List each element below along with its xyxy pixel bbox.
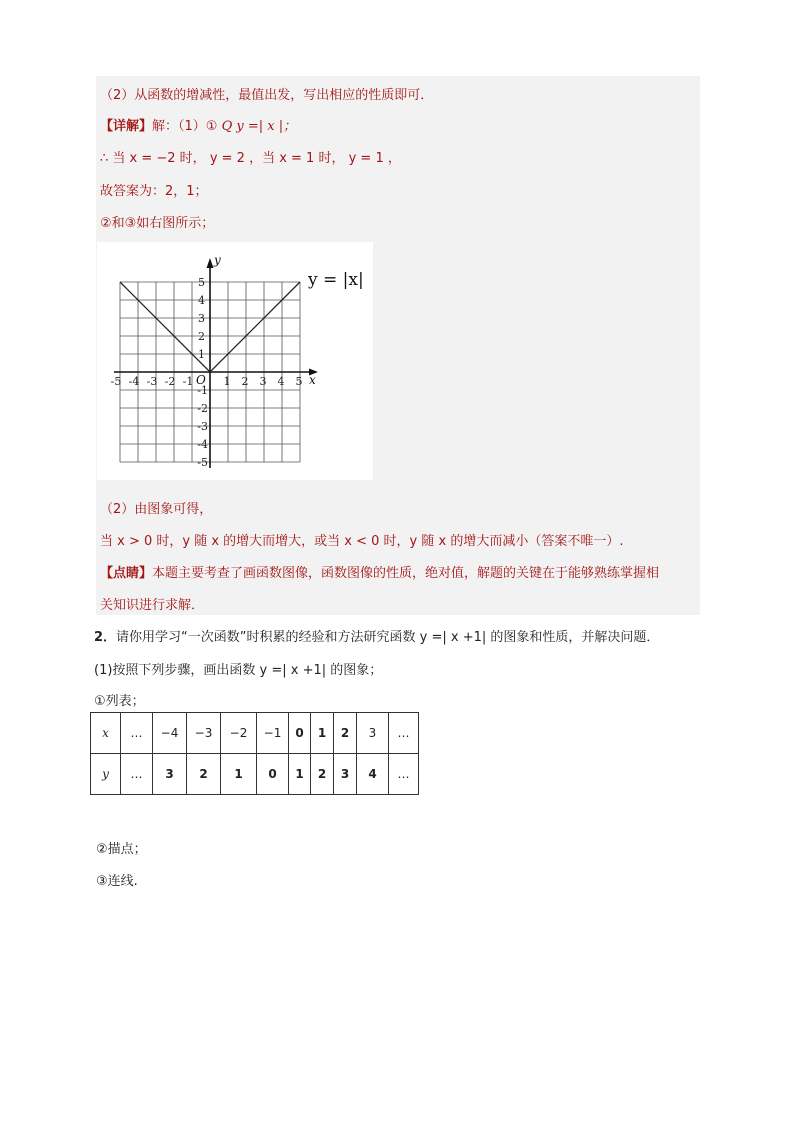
y-tick-label: -5: [197, 456, 208, 469]
y-tick-label: 3: [198, 312, 205, 325]
sub2-line: ②描点；: [96, 842, 147, 857]
y-tick-label: -1: [197, 384, 208, 397]
x-tick-label: 2: [241, 375, 249, 388]
table-cell: …: [121, 754, 153, 795]
x-axis-label: x: [309, 373, 316, 387]
table-cell: …: [389, 754, 419, 795]
hint-part2: （2）从函数的增减性，最值出发，写出相应的性质即可．: [100, 88, 434, 103]
table-cell: 1: [289, 754, 311, 795]
table-cell: 1: [311, 713, 334, 754]
value-table: [90, 712, 419, 795]
table-cell: …: [121, 713, 153, 754]
x-tick-label: 4: [277, 375, 285, 388]
problem-statement: 请你用学习“一次函数”时积累的经验和方法研究函数 y =| x +1| 的图象和性质，并解决问题．: [116, 630, 660, 645]
comment-tag: 【点睛】: [100, 566, 153, 581]
table-cell: 3: [153, 754, 187, 795]
y-tick-label: -2: [197, 402, 208, 415]
y-tick-label: 5: [198, 276, 205, 289]
table-cell: 0: [289, 713, 311, 754]
detail-calc: ∴ 当 x = −2 时， y = 2 ，当 x = 1 时， y = 1 ，: [100, 151, 401, 166]
detail-line: [100, 115, 296, 134]
table-header-x: x: [91, 713, 121, 754]
table-cell: −2: [221, 713, 257, 754]
y-axis-label: y: [214, 253, 221, 267]
graph-panel: [97, 242, 373, 480]
problem-number: 2．: [94, 630, 117, 645]
origin-label: O: [196, 373, 206, 387]
table-cell: 1: [221, 754, 257, 795]
table-cell: …: [389, 713, 419, 754]
comment-line: [100, 562, 659, 581]
step1-line: (1)按照下列步骤，画出函数 y =| x +1| 的图象；: [94, 663, 383, 678]
sub3-line: ③连线.: [96, 874, 138, 889]
x-tick-label: -3: [146, 375, 158, 388]
table-cell: 3: [357, 713, 389, 754]
part2-text: 当 x > 0 时，y 随 x 的增大而增大，或当 x < 0 时，y 随 x 的增大而减小（答案不唯一）.: [100, 534, 624, 549]
answer-line: 故答案为：2，1；: [100, 184, 208, 199]
x-tick-label: -1: [182, 375, 194, 388]
y-axis-arrow: [207, 258, 214, 268]
table-cell: 3: [334, 754, 357, 795]
detail-tag: 【详解】: [100, 119, 153, 134]
table-cell: 2: [334, 713, 357, 754]
x-tick-label: -4: [128, 375, 140, 388]
y-tick-label: -4: [197, 438, 208, 451]
table-cell: 0: [257, 754, 289, 795]
y-tick-label: 4: [198, 294, 205, 307]
table-header-y: y: [91, 754, 121, 795]
table-cell: 4: [357, 754, 389, 795]
abs-value-graph: [97, 242, 373, 480]
table-cell: −3: [187, 713, 221, 754]
table-cell: −4: [153, 713, 187, 754]
x-tick-label: 3: [259, 375, 267, 388]
table-cell: 2: [187, 754, 221, 795]
table-row-x: [91, 713, 419, 754]
comment-text-1: 本题主要考查了画函数图像，函数图像的性质，绝对值，解题的关键在于能够熟练掌握相: [152, 566, 660, 581]
axes: [114, 258, 318, 468]
table-cell: 2: [311, 754, 334, 795]
comment-text-2: 关知识进行求解．: [100, 598, 205, 613]
x-tick-label: 5: [295, 375, 303, 388]
table-cell: −1: [257, 713, 289, 754]
detail-formula: Q y =| x |；: [221, 119, 297, 134]
x-tick-label: -5: [110, 375, 122, 388]
y-tick-label: 2: [198, 330, 205, 343]
x-tick-label: -2: [164, 375, 176, 388]
parts-2-3-line: ②和③如右图所示；: [100, 216, 215, 231]
x-tick-label: 1: [223, 375, 231, 388]
problem2-statement-line: [94, 626, 659, 645]
sub1-line: ①列表；: [94, 694, 145, 709]
table-row-y: [91, 754, 419, 795]
equation-label: y = |x|: [308, 270, 364, 290]
y-tick-label: 1: [198, 348, 205, 361]
detail-intro: 解：（1）①: [152, 119, 218, 134]
y-tick-label: -3: [197, 420, 208, 433]
part2-title: （2）由图象可得，: [100, 502, 213, 517]
